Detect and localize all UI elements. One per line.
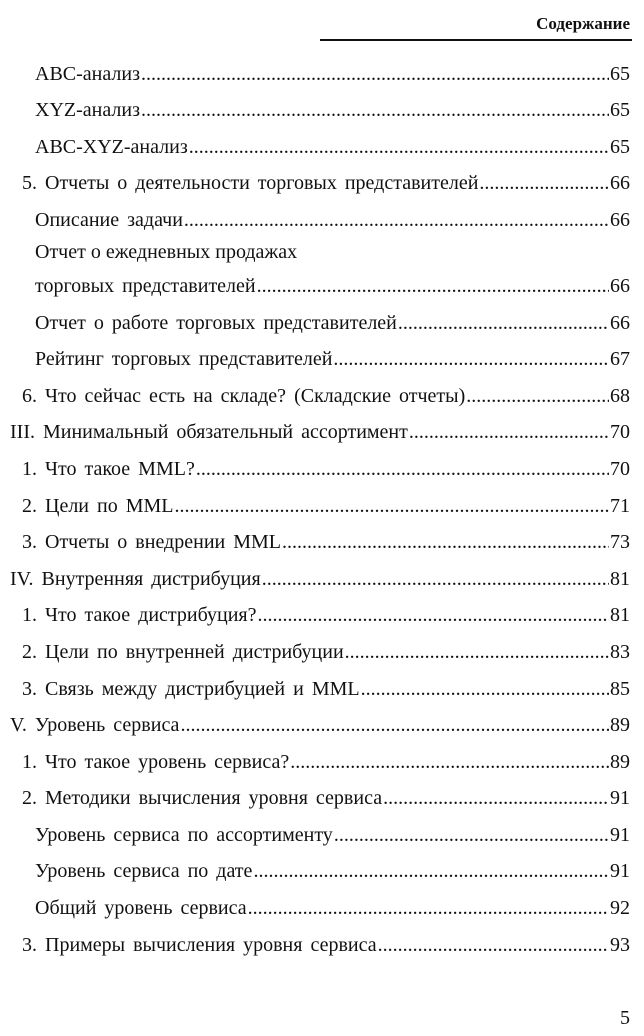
toc-entry-title: 3. Связь между дистрибуцией и MML: [22, 677, 360, 700]
toc-entry-title: III. Минимальный обязательный ассортимент: [10, 421, 408, 444]
toc-entry[interactable]: [0, 341, 644, 378]
toc-entry-title: 5. Отчеты о деятельности торговых представителей: [22, 172, 479, 195]
toc-entry-title: 1. Что такое уровень сервиса?: [22, 750, 290, 773]
dot-leader: [258, 603, 610, 627]
toc-entry-title: 2. Методики вычисления уровня сервиса: [22, 787, 383, 810]
toc-entry-line: [22, 457, 630, 481]
dot-leader: [175, 494, 610, 518]
dot-leader: [398, 311, 609, 335]
toc-entry-title: 2. Цели по MML: [22, 494, 174, 517]
toc-entry[interactable]: [0, 707, 644, 744]
toc-entry[interactable]: [0, 597, 644, 634]
toc-entry-page: 89: [610, 750, 630, 773]
toc-entry-page: 67: [610, 348, 630, 371]
dot-leader: [479, 171, 609, 195]
table-of-contents: [0, 55, 644, 963]
toc-entry-title: Уровень сервиса по ассортименту: [35, 823, 333, 846]
toc-entry[interactable]: [0, 304, 644, 341]
toc-entry[interactable]: [0, 816, 644, 853]
toc-entry-title: Описание задачи: [35, 208, 183, 231]
toc-entry-title: IV. Внутренняя дистрибуция: [10, 567, 261, 590]
toc-entry[interactable]: [0, 889, 644, 926]
toc-entry-line: [10, 567, 630, 591]
toc-entry-title-line1: Отчет о ежедневных продажах: [35, 240, 298, 263]
toc-entry-page: 91: [610, 787, 630, 810]
toc-entry[interactable]: [0, 128, 644, 165]
toc-entry[interactable]: [0, 165, 644, 202]
toc-entry-title: 3. Примеры вычисления уровня сервиса: [22, 933, 377, 956]
dot-leader: [141, 98, 609, 122]
toc-entry-title: 6. Что сейчас есть на складе? (Складские отчеты): [22, 384, 466, 407]
toc-entry-page: 81: [610, 567, 630, 590]
toc-entry-line: [22, 786, 630, 810]
toc-entry[interactable]: [0, 853, 644, 890]
toc-entry-line: [22, 384, 630, 408]
toc-entry-page: 83: [610, 640, 630, 663]
toc-entry-page: 70: [610, 457, 630, 480]
toc-entry[interactable]: [0, 55, 644, 92]
dot-leader: [184, 208, 609, 232]
toc-entry-page: 92: [610, 897, 630, 920]
toc-entry-title: Рейтинг торговых представителей: [35, 348, 333, 371]
dot-leader: [290, 750, 609, 774]
dot-leader: [282, 530, 609, 554]
toc-entry-page: 65: [610, 62, 630, 85]
toc-entry-line: [22, 640, 630, 664]
toc-entry-line: [22, 933, 630, 957]
dot-leader: [180, 713, 609, 737]
toc-entry-page: 66: [610, 274, 630, 297]
toc-entry-line: [35, 823, 630, 847]
toc-entry[interactable]: [0, 743, 644, 780]
dot-leader: [333, 347, 609, 371]
dot-leader: [383, 786, 609, 810]
toc-entry-line: [22, 603, 630, 627]
toc-entry-page: 65: [610, 135, 630, 158]
toc-entry-line: [35, 311, 630, 335]
toc-entry-title: ABC-анализ: [35, 62, 140, 85]
toc-entry-page: 91: [610, 823, 630, 846]
header-rule: [320, 39, 632, 41]
toc-entry[interactable]: [0, 633, 644, 670]
toc-entry[interactable]: [0, 377, 644, 414]
toc-entry-page: 73: [610, 531, 630, 554]
toc-entry-title: Общий уровень сервиса: [35, 897, 247, 920]
toc-entry-line: [22, 171, 630, 195]
dot-leader: [345, 640, 609, 664]
toc-entry-page: 93: [610, 933, 630, 956]
toc-entry-title: Отчет о работе торговых представителей: [35, 311, 397, 334]
dot-leader: [189, 135, 609, 159]
toc-entry-title: Уровень сервиса по дате: [35, 860, 253, 883]
dot-leader: [334, 823, 609, 847]
toc-entry-page: 91: [610, 860, 630, 883]
dot-leader: [196, 457, 609, 481]
toc-entry-page: 89: [610, 714, 630, 737]
toc-entry[interactable]: [0, 238, 644, 304]
toc-entry-line: [22, 530, 630, 554]
toc-entry-title: V. Уровень сервиса: [10, 714, 180, 737]
toc-entry-title: XYZ-анализ: [35, 99, 140, 122]
toc-entry[interactable]: [0, 560, 644, 597]
toc-entry[interactable]: [0, 92, 644, 129]
toc-entry-page: 68: [610, 384, 630, 407]
dot-leader: [253, 859, 609, 883]
dot-leader: [262, 567, 609, 591]
toc-entry-line: [35, 274, 630, 298]
toc-entry[interactable]: [0, 487, 644, 524]
toc-entry-page: 70: [610, 421, 630, 444]
toc-entry-page: 66: [610, 208, 630, 231]
page-number: 5: [620, 1007, 630, 1029]
toc-entry-line: [35, 98, 630, 122]
toc-entry-page: 71: [610, 494, 630, 517]
toc-entry-line: [35, 62, 630, 86]
toc-entry-line: [35, 896, 630, 920]
toc-entry-line: [22, 677, 630, 701]
toc-entry-page: 66: [610, 311, 630, 334]
toc-entry[interactable]: [0, 450, 644, 487]
toc-entry-line: [35, 135, 630, 159]
toc-entry-line: [35, 347, 630, 371]
toc-entry-title: 3. Отчеты о внедрении MML: [22, 531, 282, 554]
dot-leader: [248, 896, 609, 920]
toc-entry-line: [10, 420, 630, 444]
toc-entry[interactable]: [0, 524, 644, 561]
toc-entry-page: 81: [610, 604, 630, 627]
dot-leader: [378, 933, 609, 957]
dot-leader: [361, 677, 609, 701]
toc-entry[interactable]: [0, 670, 644, 707]
dot-leader: [466, 384, 609, 408]
toc-entry-title: 1. Что такое дистрибуция?: [22, 604, 257, 627]
toc-entry-title: 1. Что такое MML?: [22, 457, 195, 480]
toc-entry[interactable]: [0, 926, 644, 963]
toc-entry-page: 85: [610, 677, 630, 700]
toc-entry-page: 65: [610, 99, 630, 122]
toc-entry[interactable]: [0, 414, 644, 451]
toc-entry-page: 66: [610, 172, 630, 195]
running-header: Содержание: [536, 14, 630, 33]
dot-leader: [257, 274, 609, 298]
toc-entry-line: [22, 494, 630, 518]
toc-entry-line: [35, 208, 630, 232]
toc-entry-title: торговых представителей: [35, 274, 256, 297]
dot-leader: [409, 420, 609, 444]
toc-entry[interactable]: [0, 780, 644, 817]
toc-entry-title: 2. Цели по внутренней дистрибуции: [22, 640, 344, 663]
toc-entry-title: ABC-XYZ-анализ: [35, 135, 188, 158]
dot-leader: [141, 62, 609, 86]
toc-entry[interactable]: [0, 201, 644, 238]
toc-entry-line: [35, 859, 630, 883]
toc-entry-line: [22, 750, 630, 774]
toc-entry-line: [10, 713, 630, 737]
